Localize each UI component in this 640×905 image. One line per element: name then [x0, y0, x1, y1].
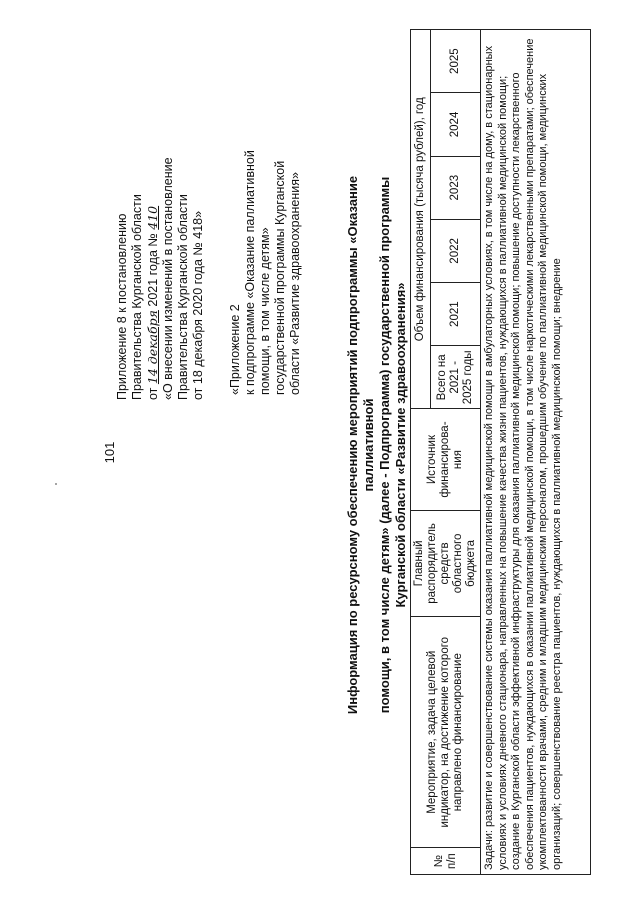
header-year-2021: 2021 — [431, 283, 481, 346]
title-line-3: Курганской области «Развитие здравоохранения» — [393, 282, 408, 608]
appendix-block — [115, 70, 206, 400]
header-num: № п/п — [411, 848, 481, 875]
title-line-2: помощи, в том числе детям» (далее - Подпрограмма) государственной программы — [377, 176, 392, 714]
header-year-2022: 2022 — [431, 219, 481, 282]
header-year-2025: 2025 — [431, 30, 481, 93]
header-source: Источник финансирова-ния — [411, 409, 481, 510]
appendix-line-4: «О внесении изменений в постановление — [161, 157, 175, 400]
annex-block — [228, 65, 303, 395]
document-title — [345, 165, 409, 725]
appendix-line-5: Правительства Курганской области — [176, 194, 190, 400]
header-total: Всего на 2021 - 2025 годы — [431, 346, 481, 409]
scan-speck — [55, 483, 57, 485]
annex-line-2: к подпрограмме «Оказание паллиативной — [243, 150, 257, 395]
title-line-1: Информация по ресурсному обеспечению мероприятий подпрограммы «Оказание паллиативной — [345, 175, 376, 715]
handwritten-date: 14 декабря — [145, 310, 160, 385]
appendix-line-2: Правительства Курганской области — [130, 194, 144, 400]
annex-line-1: «Приложение 2 — [228, 304, 242, 395]
task-row — [481, 30, 591, 875]
appendix-year: 2021 года № — [146, 233, 160, 307]
header-volume: Объем финансирования (тысяча рублей), год — [411, 30, 431, 409]
header-year-2024: 2024 — [431, 93, 481, 156]
appendix-line-6: от 18 декабря 2020 года № 418» — [191, 210, 205, 400]
appendix-date-prefix: от — [146, 387, 160, 400]
annex-line-5: области «Развитие здравоохранения» — [288, 172, 302, 395]
page-number: 101 — [102, 441, 117, 464]
resource-table — [410, 29, 591, 875]
annex-line-4: государственной программы Курганской — [273, 160, 287, 395]
annex-line-3: помощи, в том числе детям» — [258, 227, 272, 395]
appendix-line-1: Приложение 8 к постановлению — [115, 213, 129, 400]
task-text: Задачи: развитие и совершенствование системы оказания паллиативной медицинской помощи в амбулаторных условиях, в том числе на дому, в стационарных условиях и условиях дневного стационара, направленных на повышение качества жизни пациентов, нуждающихся в паллиативной медицинской помощи; создание в Курганской области эффективной инфраструктуры для оказания паллиативной медицинской помощи; повышение доступности лекарственного обеспечения пациентов, нуждающихся в оказании паллиативной медицинской помощи, в том числе наркотическими лекарственными препаратами; обеспечение укомплектованности врачами, средним и младшим медицинским персоналом, прошедшим обучение по паллиативной медицинской помощи, медицинских организаций; совершенствование реестра пациентов, нуждающихся в паллиативной медицинской помощи; внедрение — [481, 30, 591, 875]
header-row-1 — [411, 30, 431, 875]
header-year-2023: 2023 — [431, 156, 481, 219]
header-distributor: Главный распорядитель средств областного бюджета — [411, 510, 481, 617]
header-activity: Мероприятие, задача целевой индикатор, на достижение которого направлено финансирование — [411, 617, 481, 848]
appendix-line-3 — [145, 70, 161, 400]
handwritten-number: 410 — [145, 205, 160, 230]
